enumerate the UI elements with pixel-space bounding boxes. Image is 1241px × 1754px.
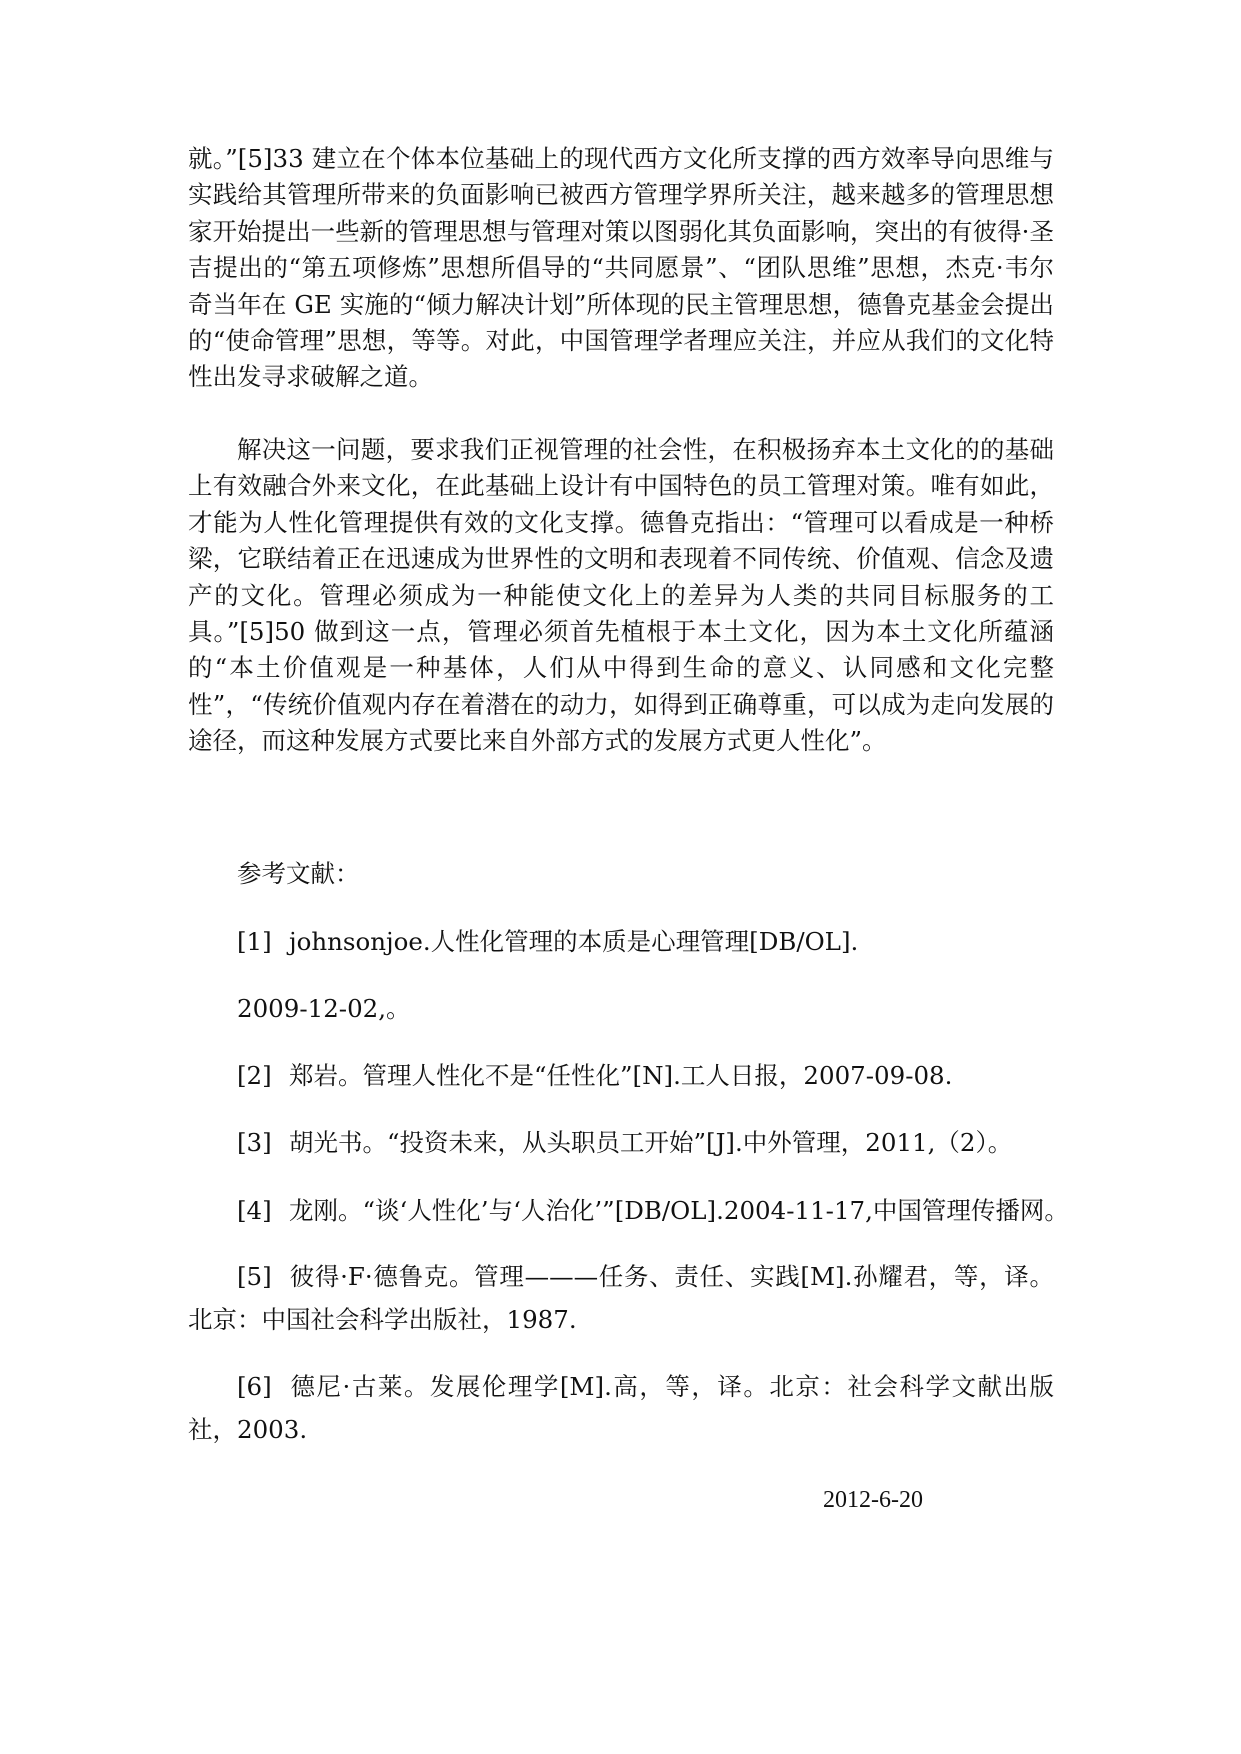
reference-number: [1] <box>237 927 272 956</box>
body-paragraph-1: 就。”[5]33 建立在个体本位基础上的现代西方文化所支撑的西方效率导向思维与实践给其管理所带来的负面影响已被西方管理学界所关注，越来越多的管理思想家开始提出一些新的管理思想与管理对策以图弱化其负面影响，突出的有彼得·圣吉提出的“第五项修炼”思想所倡导的“共同愿景”、“团队思维”思想，杰克·韦尔奇当年在 GE 实施的“倾力解决计划”所体现的民主管理思想，德鲁克基金会提出的“使命管理”思想，等等。对此，中国管理学者理应关注，并应从我们的文化特性出发寻求破解之道。 <box>188 144 1054 392</box>
reference-item-6 <box>188 1365 1054 1451</box>
reference-number: [3] <box>237 1128 272 1157</box>
reference-item-5 <box>188 1255 1054 1341</box>
reference-item-1 <box>237 924 858 960</box>
reference-item-4 <box>237 1193 1069 1229</box>
reference-text: 郑岩。管理人性化不是“任性化”[N].工人日报，2007-09-08. <box>289 1061 953 1090</box>
document-date: 2012-6-20 <box>823 1487 923 1513</box>
reference-item-1-continuation: 2009-12-02,。 <box>237 994 411 1023</box>
reference-number: [6] <box>237 1372 272 1401</box>
reference-text: 彼得·F·德鲁克。管理———任务、责任、实践[M].孙耀君，等，译。北京：中国社会科学出版社，1987. <box>188 1262 1054 1334</box>
reference-text: 胡光书。“投资未来，从头职员工开始”[J].中外管理，2011,（2）。 <box>289 1128 1013 1157</box>
reference-item-3 <box>237 1125 1012 1161</box>
reference-number: [2] <box>237 1061 272 1090</box>
reference-number: [5] <box>237 1262 272 1291</box>
reference-number: [4] <box>237 1196 272 1225</box>
references-heading: 参考文献： <box>237 859 360 888</box>
reference-text: 龙刚。“谈‘人性化’与‘人治化’”[DB/OL].2004-11-17,中国管理传播网。 <box>289 1196 1069 1225</box>
reference-text: johnsonjoe.人性化管理的本质是心理管理[DB/OL]. <box>289 927 859 956</box>
reference-item-2 <box>237 1058 952 1094</box>
reference-text: 德尼·古莱。发展伦理学[M].高，等，译。北京：社会科学文献出版社，2003. <box>188 1372 1054 1444</box>
body-paragraph-2: 解决这一问题，要求我们正视管理的社会性，在积极扬弃本土文化的的基础上有效融合外来文化，在此基础上设计有中国特色的员工管理对策。唯有如此，才能为人性化管理提供有效的文化支撑。德鲁克指出：“管理可以看成是一种桥梁，它联结着正在迅速成为世界性的文明和表现着不同传统、价值观、信念及遗产的文化。管理必须成为一种能使文化上的差异为人类的共同目标服务的工具。”[5]50 做到这一点，管理必须首先植根于本土文化，因为本土文化所蕴涵的“本土价值观是一种基体，人们从中得到生命的意义、认同感和文化完整性”，“传统价值观内存在着潜在的动力，如得到正确尊重，可以成为走向发展的途径，而这种发展方式要比来自外部方式的发展方式更人性化”。 <box>188 435 1054 756</box>
